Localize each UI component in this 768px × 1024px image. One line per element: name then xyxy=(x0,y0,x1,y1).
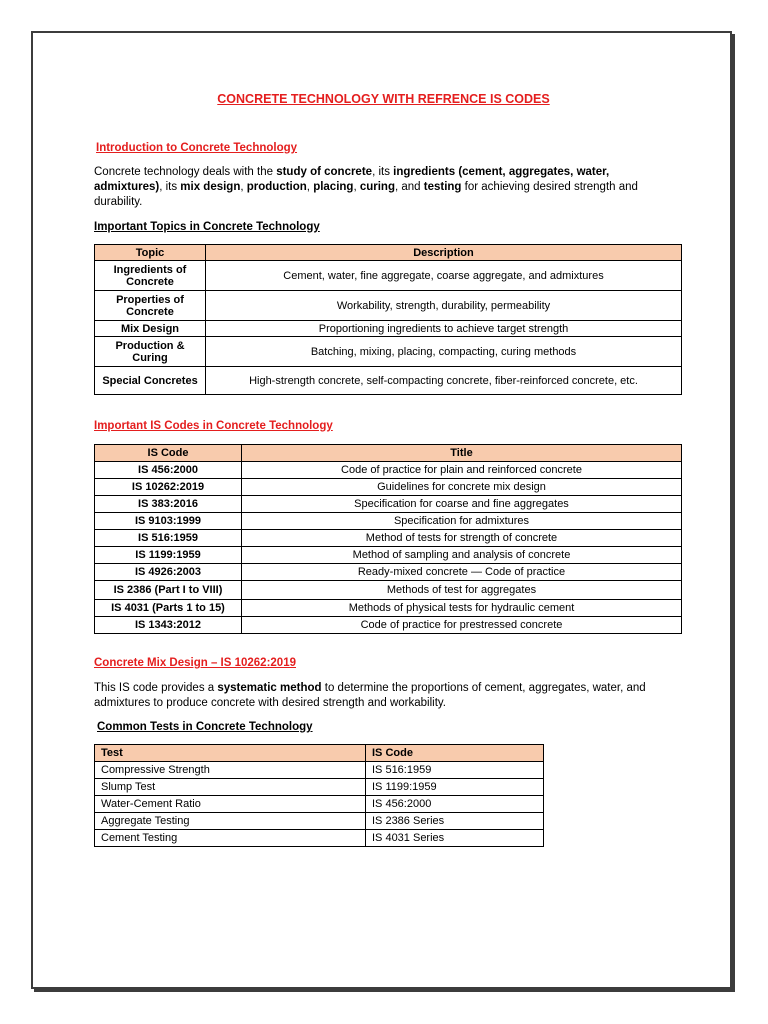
table-row xyxy=(95,564,682,581)
mix-design-heading: Concrete Mix Design – IS 10262:2019 xyxy=(94,657,296,669)
column-header: Test xyxy=(95,745,366,762)
code-cell: IS 1343:2012 xyxy=(95,617,242,634)
column-header: IS Code xyxy=(366,745,544,762)
column-header: IS Code xyxy=(95,445,242,462)
code-cell: IS 10262:2019 xyxy=(95,479,242,496)
table-row xyxy=(95,530,682,547)
title-cell: Methods of test for aggregates xyxy=(242,581,682,600)
table-row xyxy=(95,496,682,513)
topic-cell: Production & Curing xyxy=(95,337,206,367)
table-row xyxy=(95,581,682,600)
column-header: Description xyxy=(206,245,682,261)
topics-heading: Important Topics in Concrete Technology xyxy=(94,221,320,233)
title-cell: Specification for coarse and fine aggregates xyxy=(242,496,682,513)
title-cell: Guidelines for concrete mix design xyxy=(242,479,682,496)
mix-design-paragraph: This IS code provides a systematic method to determine the proportions of cement, aggregates, water, and admixtures to produce concrete with desired strength and workability. xyxy=(94,682,646,709)
column-header: Topic xyxy=(95,245,206,261)
topic-cell: Special Concretes xyxy=(95,367,206,395)
code-cell: IS 456:2000 xyxy=(95,462,242,479)
description-cell: Batching, mixing, placing, compacting, curing methods xyxy=(206,337,682,367)
topics-table xyxy=(94,244,682,395)
table-row xyxy=(95,779,544,796)
table-row xyxy=(95,600,682,617)
column-header: Title xyxy=(242,445,682,462)
table-row xyxy=(95,796,544,813)
title-cell: Code of practice for plain and reinforced concrete xyxy=(242,462,682,479)
codes-heading: Important IS Codes in Concrete Technology xyxy=(94,420,333,432)
code-cell: IS 9103:1999 xyxy=(95,513,242,530)
table-row xyxy=(95,762,544,779)
test-cell: Water-Cement Ratio xyxy=(95,796,366,813)
table-row xyxy=(95,479,682,496)
code-cell: IS 4926:2003 xyxy=(95,564,242,581)
title-cell: Method of tests for strength of concrete xyxy=(242,530,682,547)
code-cell: IS 383:2016 xyxy=(95,496,242,513)
topic-cell: Mix Design xyxy=(95,321,206,337)
table-row xyxy=(95,367,682,395)
document-page xyxy=(31,31,732,989)
test-cell: Cement Testing xyxy=(95,830,366,847)
code-cell: IS 1199:1959 xyxy=(366,779,544,796)
title-cell: Specification for admixtures xyxy=(242,513,682,530)
topic-cell: Ingredients of Concrete xyxy=(95,261,206,291)
code-cell: IS 4031 (Parts 1 to 15) xyxy=(95,600,242,617)
table-row xyxy=(95,321,682,337)
code-cell: IS 2386 (Part I to VIII) xyxy=(95,581,242,600)
is-codes-table xyxy=(94,444,682,634)
document-title: CONCRETE TECHNOLOGY WITH REFRENCE IS CODES xyxy=(217,92,550,106)
description-cell: Proportioning ingredients to achieve target strength xyxy=(206,321,682,337)
code-cell: IS 4031 Series xyxy=(366,830,544,847)
code-cell: IS 516:1959 xyxy=(95,530,242,547)
code-cell: IS 456:2000 xyxy=(366,796,544,813)
table-row xyxy=(95,813,544,830)
table-row xyxy=(95,617,682,634)
table-header-row xyxy=(95,745,544,762)
test-cell: Compressive Strength xyxy=(95,762,366,779)
tests-table xyxy=(94,744,544,847)
title-cell: Methods of physical tests for hydraulic cement xyxy=(242,600,682,617)
code-cell: IS 2386 Series xyxy=(366,813,544,830)
tests-heading: Common Tests in Concrete Technology xyxy=(97,721,313,733)
topic-cell: Properties of Concrete xyxy=(95,291,206,321)
description-cell: High-strength concrete, self-compacting concrete, fiber-reinforced concrete, etc. xyxy=(206,367,682,395)
description-cell: Workability, strength, durability, permeability xyxy=(206,291,682,321)
code-cell: IS 516:1959 xyxy=(366,762,544,779)
test-cell: Slump Test xyxy=(95,779,366,796)
table-row xyxy=(95,462,682,479)
table-row xyxy=(95,547,682,564)
intro-heading: Introduction to Concrete Technology xyxy=(96,142,298,154)
table-header-row xyxy=(95,445,682,462)
test-cell: Aggregate Testing xyxy=(95,813,366,830)
description-cell: Cement, water, fine aggregate, coarse aggregate, and admixtures xyxy=(206,261,682,291)
table-row xyxy=(95,261,682,291)
intro-paragraph: Concrete technology deals with the study of concrete, its ingredients (cement, aggregates, water, admixtures), its mix design, production, placing, curing, and testing for achieving desired strength and durability. xyxy=(94,166,638,208)
title-cell: Method of sampling and analysis of concrete xyxy=(242,547,682,564)
table-header-row xyxy=(95,245,682,261)
title-cell: Code of practice for prestressed concrete xyxy=(242,617,682,634)
table-row xyxy=(95,513,682,530)
title-cell: Ready-mixed concrete — Code of practice xyxy=(242,564,682,581)
code-cell: IS 1199:1959 xyxy=(95,547,242,564)
table-row xyxy=(95,337,682,367)
table-row xyxy=(95,291,682,321)
table-row xyxy=(95,830,544,847)
